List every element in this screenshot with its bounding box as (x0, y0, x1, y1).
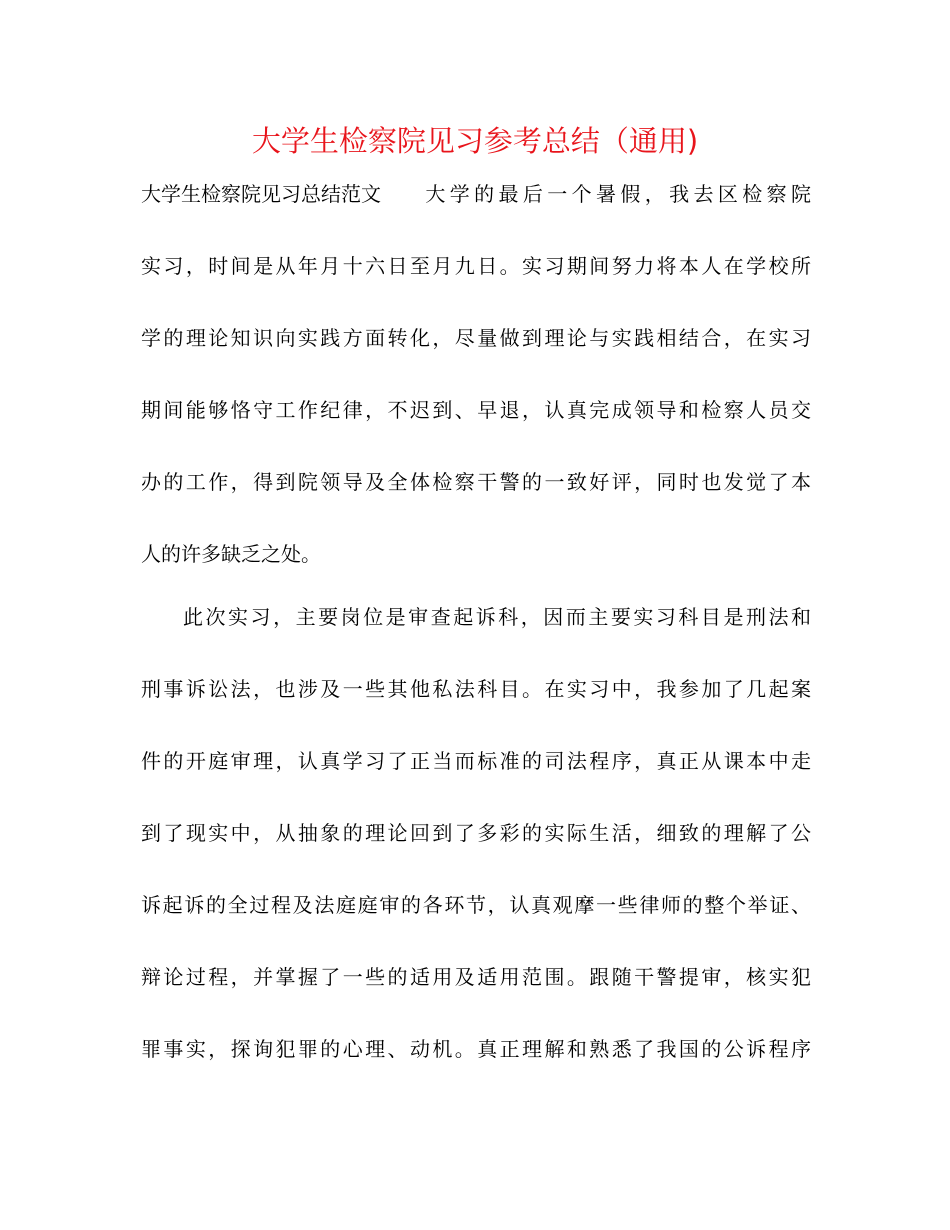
text-line-11: 诉起诉的全过程及法庭庭审的各环节，认真观摩一些律师的整个举证、 (141, 893, 811, 917)
subtitle-inline: 大学生检察院见习总结范文 (141, 182, 381, 206)
text-line-3: 学的理论知识向实践方面转化，尽量做到理论与实践相结合，在实习 (141, 326, 811, 350)
text-line-8: 刑事诉讼法，也涉及一些其他私法科目。在实习中，我参加了几起案 (141, 677, 811, 701)
text-line-10: 到了现实中，从抽象的理论回到了多彩的实际生活，细致的理解了公 (141, 821, 811, 845)
paragraph-1-start: 大学的最后一个暑假，我去区检察院 (421, 182, 811, 206)
document-title: 大学生检察院见习参考总结（通用) (251, 124, 699, 158)
text-line-4: 期间能够恪守工作纪律，不迟到、早退，认真完成领导和检察人员交 (141, 398, 811, 422)
text-line-2: 实习，时间是从年月十六日至月九日。实习期间努力将本人在学校所 (141, 254, 811, 278)
text-line-1 (141, 180, 811, 208)
text-line-6: 人的许多缺乏之处。 (141, 542, 321, 566)
text-line-12: 辩论过程，并掌握了一些的适用及适用范围。跟随干警提审，核实犯 (141, 965, 811, 989)
text-line-7: 此次实习，主要岗位是审查起诉科，因而主要实习科目是刑法和 (183, 605, 811, 629)
text-line-13: 罪事实，探询犯罪的心理、动机。真正理解和熟悉了我国的公诉程序 (141, 1037, 811, 1061)
text-line-9: 件的开庭审理，认真学习了正当而标准的司法程序，真正从课本中走 (141, 749, 811, 773)
text-line-5: 办的工作，得到院领导及全体检察干警的一致好评，同时也发觉了本 (141, 470, 811, 494)
